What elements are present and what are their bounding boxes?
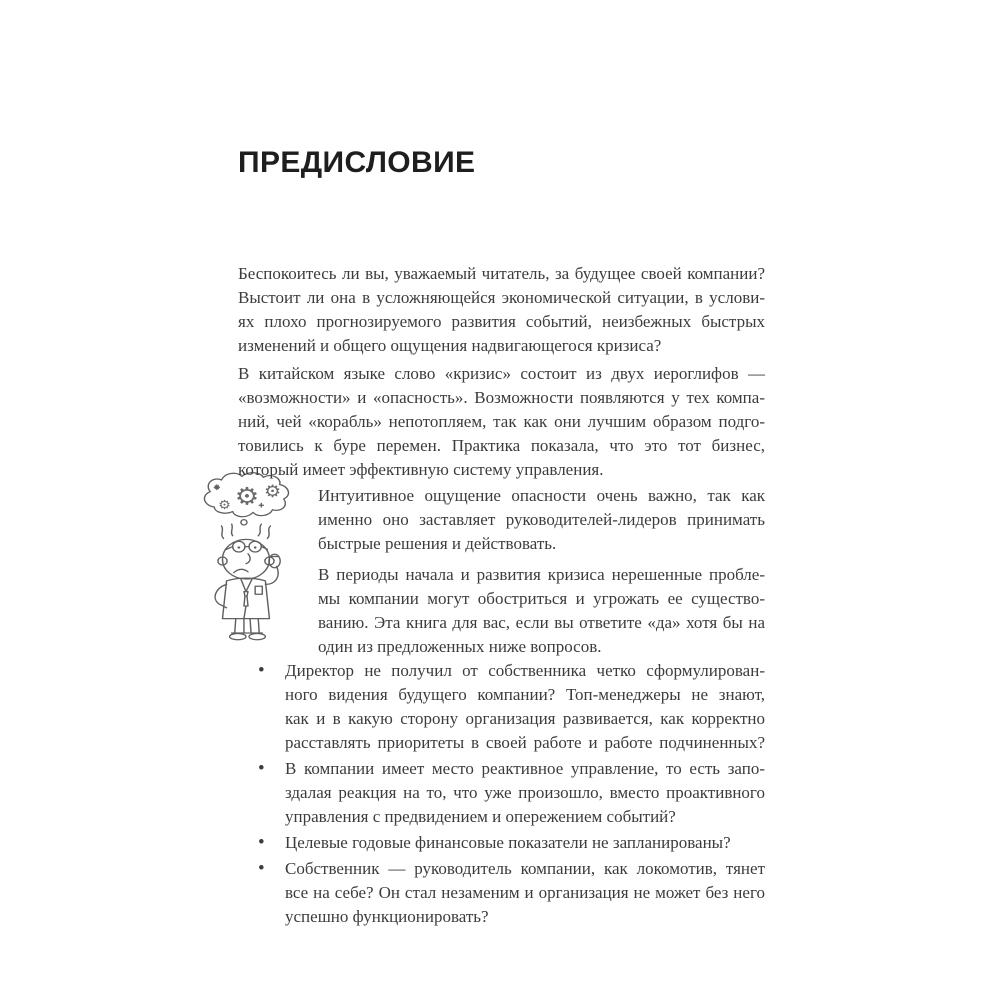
text-line: один из предложенных ниже вопросов. <box>318 637 602 656</box>
text-line: ного видения будущего компании? Топ-менеджеры не знают, <box>285 685 765 704</box>
text-line: как и в какую сторону организация развивается, как корректно <box>285 709 765 728</box>
gear-icon: ⚙ <box>218 497 231 513</box>
gear-icon: ⚙ <box>234 482 260 511</box>
text-line: все на себе? Он стал незаменим и организация не может без него <box>285 883 765 902</box>
paragraph-intro <box>238 262 765 358</box>
questions-list <box>238 659 765 929</box>
text-line: изменений и общего ощущения надвигающегося кризиса? <box>238 336 662 355</box>
text-line: Директор не получил от собственника четко сформулирован- <box>285 661 765 680</box>
text-line: именно оно заставляет руководителей-лидеров принимать <box>318 510 765 529</box>
text-line: Собственник — руководитель компании, как локомотив, тянет <box>285 859 765 878</box>
text-line: успешно функционировать? <box>285 907 489 926</box>
list-item <box>238 857 765 929</box>
paragraph-intuition <box>318 484 765 556</box>
list-item <box>238 757 765 829</box>
text-line: управления с предвидением и опережением событий? <box>285 807 676 826</box>
page-title: ПРЕДИСЛОВИЕ <box>238 146 476 179</box>
text-line: В периоды начала и развития кризиса нерешенные пробле- <box>318 565 765 584</box>
text-line: В компании имеет место реактивное управление, то есть запо- <box>285 759 765 778</box>
gear-icon: ⚙ <box>263 482 282 502</box>
text-line: здалая реакция на то, что уже произошло, вместо проактивного <box>285 783 765 802</box>
text-line: товились к буре перемен. Практика показала, что это тот бизнес, <box>238 436 765 455</box>
text-line: В китайском языке слово «кризис» состоит из двух иероглифов — <box>238 364 765 383</box>
text-line: Выстоит ли она в усложняющейся экономической ситуации, в услови- <box>238 288 765 307</box>
text-line: ний, чей «корабль» непотопляем, так как они лучшим образом подго- <box>238 412 765 431</box>
list-item <box>238 659 765 755</box>
spark-icon <box>214 485 219 490</box>
bullet-icon: • <box>258 758 265 779</box>
text-line: мы компании могут обостриться и угрожать ее существо- <box>318 589 765 608</box>
text-line: «возможности» и «опасность». Возможности появляются у тех компа- <box>238 388 765 407</box>
text-line: Целевые годовые финансовые показатели не запланированы? <box>285 833 731 852</box>
text-line: ях плохо прогнозируемого развития событий, неизбежных быстрых <box>238 312 765 331</box>
bullet-icon: • <box>258 660 265 681</box>
paragraph-book-for-you <box>318 563 765 659</box>
text-line: Интуитивное ощущение опасности очень важно, так как <box>318 486 765 505</box>
text-line: Беспокоитесь ли вы, уважаемый читатель, за будущее своей компании? <box>238 264 765 283</box>
list-item <box>238 831 765 855</box>
text-line: расставлять приоритеты в своей работе и работе подчиненных? <box>285 733 765 752</box>
text-line: который имеет эффективную систему управления. <box>238 460 604 479</box>
bullet-icon: • <box>258 858 265 879</box>
text-column <box>238 146 765 931</box>
bullet-icon: • <box>258 832 265 853</box>
text-line: ванию. Эта книга для вас, если вы ответите «да» хотя бы на <box>318 613 765 632</box>
paragraph-crisis <box>238 362 765 482</box>
text-line: быстрые решения и действовать. <box>318 534 557 553</box>
